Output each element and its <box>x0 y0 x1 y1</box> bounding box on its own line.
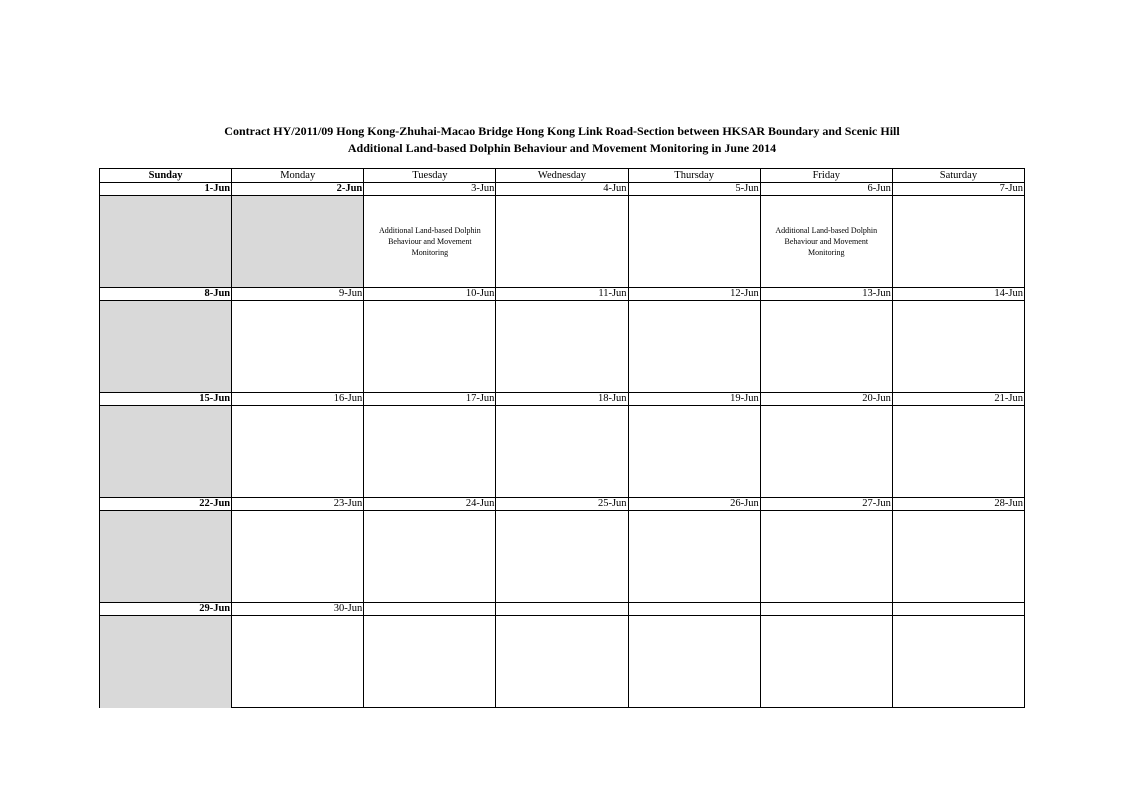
day-cell <box>893 616 1024 708</box>
day-cell <box>629 196 761 287</box>
date-row <box>100 288 1024 301</box>
calendar-week-4 <box>100 498 1024 603</box>
date-label: 28-Jun <box>994 498 1023 509</box>
day-cell <box>893 511 1024 602</box>
date-label: 8-Jun <box>100 288 232 300</box>
weekday-header-sunday: Sunday <box>100 169 232 182</box>
date-label: 16-Jun <box>232 393 364 405</box>
date-label: 4-Jun <box>496 183 628 195</box>
day-cell <box>496 196 628 287</box>
weekday-header-friday: Friday <box>761 169 893 182</box>
day-cell <box>232 511 364 602</box>
date-label: 12-Jun <box>629 288 761 300</box>
day-cell-holiday <box>100 616 232 708</box>
day-cell <box>761 616 893 708</box>
weekday-header-tuesday: Tuesday <box>364 169 496 182</box>
day-cell-monitoring-event: Additional Land-based Dolphin Behaviour and Movement Monitoring <box>761 196 893 287</box>
day-cell <box>364 301 496 392</box>
date-label: 19-Jun <box>629 393 761 405</box>
date-row <box>100 393 1024 406</box>
day-cell-holiday <box>100 196 232 287</box>
date-label: 25-Jun <box>496 498 628 510</box>
date-label: 17-Jun <box>364 393 496 405</box>
date-label: 1-Jun <box>100 183 232 195</box>
day-cell-holiday <box>100 406 232 497</box>
day-cell-monitoring-event: Additional Land-based Dolphin Behaviour and Movement Monitoring <box>364 196 496 287</box>
date-label <box>364 603 496 615</box>
date-label: 14-Jun <box>994 288 1023 299</box>
weekday-header-wednesday: Wednesday <box>496 169 628 182</box>
date-label: 15-Jun <box>100 393 232 405</box>
weekday-header-thursday: Thursday <box>629 169 761 182</box>
day-cell <box>496 301 628 392</box>
calendar-table <box>99 168 1025 708</box>
calendar-week-3 <box>100 393 1024 498</box>
date-label: 13-Jun <box>761 288 893 300</box>
day-cell <box>232 406 364 497</box>
day-cell <box>629 511 761 602</box>
date-label: 2-Jun <box>232 183 364 195</box>
day-cell-holiday <box>100 301 232 392</box>
day-cell <box>761 406 893 497</box>
date-label: 21-Jun <box>994 393 1023 404</box>
document-title-line-2: Additional Land-based Dolphin Behaviour and Movement Monitoring in June 2014 <box>347 141 777 155</box>
calendar-week-5 <box>100 603 1024 708</box>
date-row <box>100 603 1024 616</box>
date-label: 9-Jun <box>232 288 364 300</box>
day-cell <box>496 616 628 708</box>
event-row <box>100 196 1024 288</box>
day-cell <box>629 406 761 497</box>
date-label: 23-Jun <box>232 498 364 510</box>
event-row <box>100 511 1024 603</box>
day-cell <box>364 511 496 602</box>
day-cell <box>761 511 893 602</box>
day-cell <box>893 196 1024 287</box>
day-cell-holiday <box>100 511 232 602</box>
date-label: 6-Jun <box>761 183 893 195</box>
day-cell <box>629 301 761 392</box>
calendar-week-2 <box>100 288 1024 393</box>
day-cell <box>364 406 496 497</box>
weekday-header-row <box>100 169 1024 183</box>
day-cell <box>232 616 364 708</box>
day-cell <box>496 511 628 602</box>
event-row <box>100 406 1024 498</box>
weekday-header-monday: Monday <box>232 169 364 182</box>
day-cell <box>232 301 364 392</box>
date-label: 10-Jun <box>364 288 496 300</box>
day-cell <box>364 616 496 708</box>
day-cell-holiday <box>232 196 364 287</box>
day-cell <box>629 616 761 708</box>
date-label <box>893 603 1024 615</box>
date-label: 26-Jun <box>629 498 761 510</box>
date-label: 24-Jun <box>364 498 496 510</box>
date-label: 27-Jun <box>761 498 893 510</box>
day-cell <box>893 406 1024 497</box>
date-label: 22-Jun <box>100 498 232 510</box>
date-label: 20-Jun <box>761 393 893 405</box>
date-label: 30-Jun <box>232 603 364 615</box>
date-label: 18-Jun <box>496 393 628 405</box>
weekday-header-saturday: Saturday <box>939 170 978 181</box>
day-cell <box>496 406 628 497</box>
date-label <box>629 603 761 615</box>
event-row <box>100 301 1024 393</box>
date-label <box>496 603 628 615</box>
day-cell <box>761 301 893 392</box>
calendar-week-1 <box>100 183 1024 288</box>
date-row <box>100 183 1024 196</box>
event-row <box>100 616 1024 708</box>
document-title-line-1: Contract HY/2011/09 Hong Kong-Zhuhai-Macao Bridge Hong Kong Link Road-Section between HKSAR Boundary and Scenic Hill <box>224 124 900 138</box>
date-label: 29-Jun <box>100 603 232 615</box>
date-label: 11-Jun <box>496 288 628 300</box>
date-label: 3-Jun <box>364 183 496 195</box>
date-row <box>100 498 1024 511</box>
date-label <box>761 603 893 615</box>
date-label: 5-Jun <box>629 183 761 195</box>
date-label: 7-Jun <box>999 183 1023 194</box>
day-cell <box>893 301 1024 392</box>
